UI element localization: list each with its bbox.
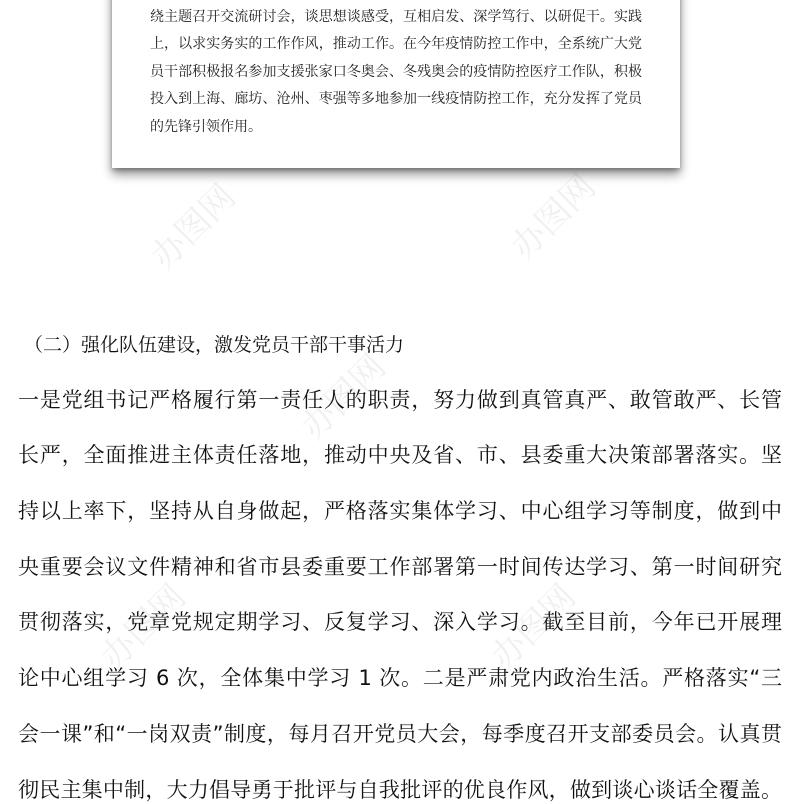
card-text-line: 投入到上海、廊坊、沧州、枣强等多地参加一线疫情防控工作，充分发挥了党员 xyxy=(150,91,642,107)
body-text-line: 论中心组学习 6 次，全体集中学习 1 次。二是严肃党内政治生活。严格落实“三 xyxy=(18,666,782,690)
watermark: 办图网 xyxy=(93,576,194,678)
body-text-line: 持以上率下，坚持从自身做起，严格落实集体学习、中心组学习等制度，做到中 xyxy=(18,499,782,523)
body-text-line: 贯彻落实，党章党规定期学习、反复学习、深入学习。截至目前，今年已开展理 xyxy=(18,610,782,634)
watermark: 办图网 xyxy=(483,576,584,678)
card-text-line: 的先锋引领作用。 xyxy=(150,119,262,135)
quoted-text-card xyxy=(112,0,680,168)
body-text-line: 长严，全面推进主体责任落地，推动中央及省、市、县委重大决策部署落实。坚 xyxy=(18,443,782,467)
watermark: 办图网 xyxy=(143,176,244,278)
body-text-line: 央重要会议文件精神和省市县委重要工作部署第一时间传达学习、第一时间研究 xyxy=(18,555,782,579)
watermark: 办图网 xyxy=(293,346,394,448)
card-text-line: 员干部积极报名参加支援张家口冬奥会、冬残奥会的疫情防控医疗工作队，积极 xyxy=(150,64,642,80)
body-text-line: 会一课”和“一岗双责”制度，每月召开党员大会，每季度召开支部委员会。认真贯 xyxy=(18,722,782,746)
card-text-line: 上，以求实务实的工作作风，推动工作。在今年疫情防控工作中，全系统广大党 xyxy=(150,36,642,52)
watermark: 办图网 xyxy=(503,166,604,268)
body-text-line: 彻民主集中制，大力倡导勇于批评与自我批评的优良作风，做到谈心谈话全覆盖。 xyxy=(18,778,782,802)
section-heading: （二）强化队伍建设，激发党员干部干事活力 xyxy=(24,334,405,356)
card-text-line: 绕主题召开交流研讨会，谈思想谈感受，互相启发、深学笃行、以研促干。实践 xyxy=(150,9,642,25)
body-text-line: 一是党组书记严格履行第一责任人的职责，努力做到真管真严、敢管敢严、长管 xyxy=(18,388,782,412)
